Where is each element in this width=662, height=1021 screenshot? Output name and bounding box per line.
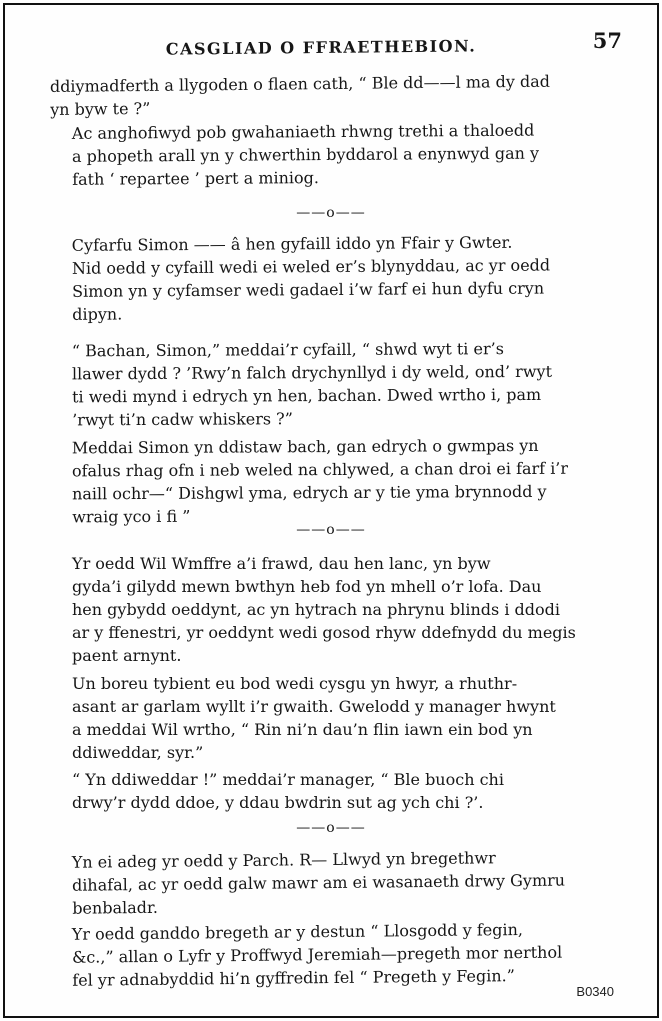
paragraph xyxy=(50,337,615,432)
text-line: Yr oedd Wil Wmffre a’i frawd, dau hen lanc, yn byw xyxy=(72,554,491,573)
text-line: fel yr adnabyddid hi’n gyffredin fel “ Pregeth y Fegin.” xyxy=(72,966,515,990)
text-line: Meddai Simon yn ddistaw bach, gan edrych o gwmpas yn xyxy=(71,435,539,458)
section-separator: ——o—— xyxy=(296,205,366,221)
text-line: a phopeth arall yn y chwerthin byddarol a enynwyd gan y xyxy=(71,143,540,166)
paragraph xyxy=(50,768,615,814)
text-line: ddiymadferth a llygoden o flaen cath, “ Ble dd——l ma dy dad xyxy=(49,71,551,96)
paragraph xyxy=(50,69,615,121)
text-line: ’rwyt ti’n cadw whiskers ?” xyxy=(72,409,293,430)
page-number: 57 xyxy=(592,28,622,53)
text-line: Yr oedd ganddo bregeth ar y destun “ Llosgodd y fegin, xyxy=(71,920,524,944)
text-line: benbaladr. xyxy=(72,897,159,918)
text-line: ti wedi mynd i edrych yn hen, bachan. Dwed wrtho i, pam xyxy=(72,384,542,407)
text-line: fath ‘ repartee ’ pert a miniog. xyxy=(72,168,320,189)
text-line: Yn ei adeg yr oedd y Parch. R— Llwyd yn bregethwr xyxy=(71,848,496,872)
text-line: Simon yn y cyfamser wedi gadael i’w farf ei hun dyfu cryn xyxy=(72,278,545,301)
text-line: &c.,” allan o Lyfr y Proffwyd Jeremiah—pregeth mor nerthol xyxy=(71,942,563,967)
text-line: ar y ffenestri, yr oeddynt wedi gosod rhyw ddefnydd du megis xyxy=(72,623,576,642)
text-line: Nid oedd y cyfaill wedi ei weled er’s blynyddau, ac yr oedd xyxy=(71,255,551,278)
text-line: gyda’i gilydd mewn bwthyn heb fod yn mhell o’r lofa. Dau xyxy=(72,577,542,596)
text-line: naill ochr—“ Dishgwl yma, edrych ar y tie yma brynnodd y xyxy=(72,481,547,504)
text-line: hen gybydd oeddynt, ac yn hytrach na phrynu blinds i ddodi xyxy=(72,600,561,619)
text-line: paent arnynt. xyxy=(72,646,182,665)
text-line: drwy’r dydd ddoe, y ddau bwdrin sut ag ych chi ?’. xyxy=(72,793,484,812)
text-line: Ac anghofiwyd pob gwahaniaeth rhwng trethi a thaloedd xyxy=(71,120,535,143)
running-header-title: CASGLIAD O FFRAETHEBION. xyxy=(165,36,477,59)
paragraph xyxy=(50,118,615,191)
text-line: dihafal, ac yr oedd galw mawr am ei wasanaeth drwy Gymru xyxy=(71,870,566,895)
text-line: dipyn. xyxy=(72,304,123,324)
paragraph xyxy=(50,917,616,992)
text-line: a meddai Wil wrtho, “ Rin ni’n dau’n flin iawn ein bod yn xyxy=(72,720,533,739)
section-separator: ——o—— xyxy=(296,820,366,836)
text-line: “ Bachan, Simon,” meddai’r cyfaill, “ shwd wyt ti er’s xyxy=(71,339,504,361)
paragraph xyxy=(50,230,616,326)
text-line: Cyfarfu Simon —— â hen gyfaill iddo yn Ffair y Gwter. xyxy=(71,232,513,255)
text-line: llawer dydd ? ’Rwy’n falch drychynllyd i dy weld, ond’ rwyt xyxy=(71,361,553,384)
paragraph xyxy=(50,552,615,667)
text-line: ofalus rhag ofn i neb weled na chlywed, a chan droi ei farf i’r xyxy=(71,458,569,481)
catalog-id: B0340 xyxy=(576,984,614,999)
text-line: Un boreu tybient eu bod wedi cysgu yn hwyr, a rhuthr- xyxy=(72,674,518,693)
text-line: ddiweddar, syr.” xyxy=(72,743,204,762)
text-line: wraig yco i fi ” xyxy=(72,506,191,527)
text-line: “ Yn ddiweddar !” meddai’r manager, “ Ble buoch chi xyxy=(72,770,504,789)
paragraph xyxy=(50,434,615,529)
text-line: asant ar garlam wyllt i’r gwaith. Gwelodd y manager hwynt xyxy=(72,697,556,716)
text-line: yn byw te ?” xyxy=(50,98,151,119)
paragraph xyxy=(50,672,615,764)
section-separator: ——o—— xyxy=(296,522,366,538)
paragraph xyxy=(50,845,616,920)
